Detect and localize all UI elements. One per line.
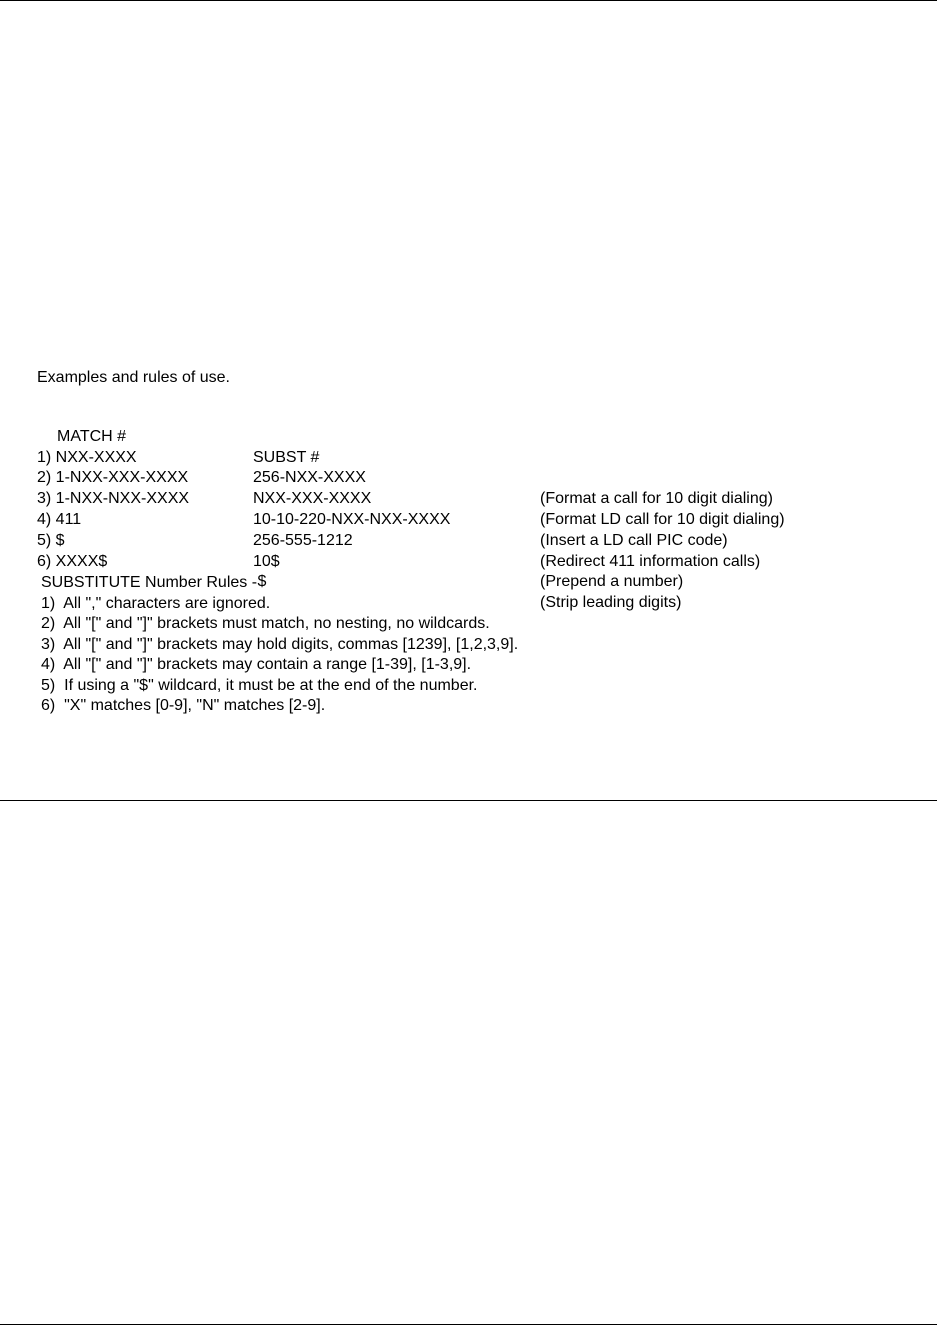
note-cell: (Format a call for 10 digit dialing) [540, 490, 773, 508]
subst-column-header: SUBST # [253, 448, 320, 466]
subst-cell: 256-555-1212 [253, 531, 353, 549]
top-divider [0, 0, 937, 1]
rule-item: 6) "X" matches [0-9], "N" matches [2-9]. [41, 697, 326, 714]
subst-cell: 256-NXX-XXXX [253, 469, 366, 487]
note-cell: (Strip leading digits) [540, 594, 682, 612]
rule-item: 1) All "," characters are ignored. [41, 594, 271, 612]
note-cell: (Insert a LD call PIC code) [540, 531, 728, 549]
match-cell: 1) NXX-XXXX [37, 448, 137, 466]
match-cell: 4) 411 [37, 510, 82, 528]
rule-item: 5) If using a "$" wildcard, it must be at the end of the number. [41, 676, 478, 694]
subst-cell: 10-10-220-NXX-NXX-XXXX [253, 510, 451, 528]
note-cell: (Redirect 411 information calls) [540, 552, 761, 570]
substitute-rules [41, 573, 841, 717]
match-cell: 3) 1-NXX-NXX-XXXX [37, 490, 190, 508]
intro-text: Examples and rules of use. [37, 369, 230, 386]
rule-item: 2) All "[" and "]" brackets must match, no nesting, no wildcards. [41, 615, 490, 632]
match-cell: 6) XXXX$ [37, 552, 108, 570]
match-cell: 2) 1-NXX-XXX-XXXX [37, 469, 189, 487]
note-cell: (Prepend a number) [540, 573, 684, 591]
rules-title: SUBSTITUTE Number Rules - [41, 574, 258, 591]
subst-cell: 10$ [253, 552, 280, 570]
rule-item: 3) All "[" and "]" brackets may hold digits, commas [1239], [1,2,3,9]. [41, 635, 519, 653]
note-cell: (Format LD call for 10 digit dialing) [540, 510, 785, 528]
match-column-header: MATCH # [57, 427, 127, 445]
section-divider [0, 800, 937, 801]
rule-item: 4) All "[" and "]" brackets may contain a range [1-39], [1-3,9]. [41, 656, 472, 673]
match-cell: 5) $ [37, 531, 65, 549]
subst-cell: NXX-XXX-XXXX [253, 490, 372, 508]
subst-cell: $ [253, 573, 267, 591]
